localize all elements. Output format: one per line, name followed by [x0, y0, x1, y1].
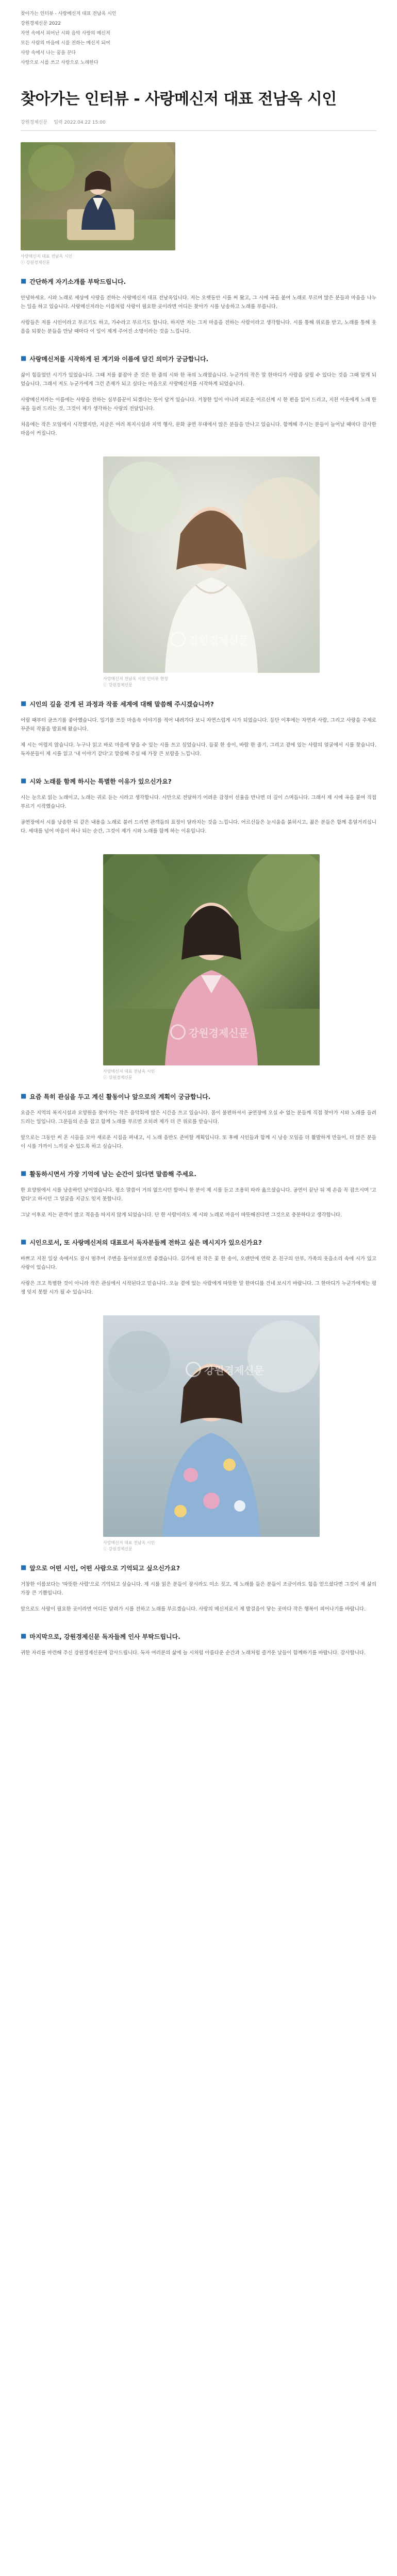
photo-caption: [21, 253, 376, 266]
question-text: 앞으로 어떤 시인, 어떤 사람으로 기억되고 싶으신가요?: [29, 1565, 180, 1572]
photo-watermark: 강원경제신문: [170, 632, 249, 647]
photo-caption: [103, 676, 376, 688]
article-header: [0, 73, 397, 131]
article-title: 찾아가는 인터뷰 - 사랑메신저 대표 전남옥 시인: [21, 90, 337, 108]
question-text: 마지막으로, 강원경제신문 독자들께 인사 부탁드립니다.: [29, 1633, 180, 1640]
interview-question: [21, 1632, 376, 1641]
interview-question: [21, 777, 376, 786]
caption-text: 사랑메신저 대표 전남옥 시인: [21, 254, 73, 259]
caption-credit: ⓒ 강원경제신문: [103, 683, 133, 687]
related-article-link[interactable]: 사랑 속에서 나는 꿈을 꾼다: [21, 50, 76, 56]
portrait-photo-garden: [21, 142, 175, 250]
interview-question: [21, 1564, 376, 1573]
question-bullet-icon: ■: [21, 1092, 27, 1099]
answer-paragraph: 어릴 때부터 글쓰기를 좋아했습니다. 일기를 쓰듯 마음속 이야기를 적어 내려가다 보니 자연스럽게 시가 되었습니다. 등단 이후에는 자연과 사람, 그리고 사랑을 주제로 꾸준히 작품을 발표해 왔습니다.: [21, 718, 376, 732]
interview-question: [21, 700, 376, 709]
question-bullet-icon: ■: [21, 1170, 27, 1177]
caption-credit: ⓒ 강원경제신문: [103, 1075, 133, 1080]
related-article-link[interactable]: 모든 사람의 마음에 시를 전하는 메신저 되어: [21, 41, 110, 46]
answer-paragraph: 거창한 이름보다는 '따뜻한 사람'으로 기억되고 싶습니다. 제 시를 읽은 분들이 잠시라도 미소 짓고, 제 노래를 들은 분들이 조금이라도 힘을 얻으셨다면 그것이 제 삶의 가장 큰 기쁨입니다.: [21, 1582, 376, 1596]
question-bullet-icon: ■: [21, 700, 27, 707]
answer-paragraph: 앞으로는 그동안 써 온 시들을 모아 새로운 시집을 펴내고, 시 노래 음반도 준비할 계획입니다. 또 후배 시인들과 함께 시 낭송 모임을 더 활발하게 만들어, 더 많은 분들이 시를 가까이 느끼실 수 있도록 하고 싶습니다.: [21, 1135, 376, 1149]
interview-question: [21, 1170, 376, 1179]
portrait-photo-floral-blouse: [103, 1315, 320, 1537]
answer-paragraph: 안녕하세요. 시와 노래로 세상에 사랑을 전하는 사랑메신저 대표 전남옥입니다. 저는 오랫동안 시를 써 왔고, 그 시에 곡을 붙여 노래로 부르며 많은 분들과 마음을 나누는 일을 하고 있습니다. 사랑메신저라는 이름처럼 사랑이 필요한 곳이라면 어디든 찾아가 시를 낭송하고 노래를 부릅니다.: [21, 295, 376, 310]
qa-block: [21, 700, 376, 758]
photo-watermark: 강원경제신문: [170, 1024, 249, 1040]
qa-block: [21, 1632, 376, 1657]
answer-paragraph: 요즘은 지역의 복지시설과 요양원을 찾아가는 작은 음악회에 많은 시간을 쓰고 있습니다. 몸이 불편하셔서 공연장에 오실 수 없는 분들께 직접 찾아가 시와 노래를 들려 드리는 일입니다. 그분들의 손을 잡고 함께 노래를 부르면 오히려 제가 더 큰 위로를 받습니다.: [21, 1110, 376, 1125]
interview-question: [21, 1238, 376, 1247]
related-article-link[interactable]: 강원경제신문 2022: [21, 21, 61, 26]
caption-credit: ⓒ 강원경제신문: [103, 1547, 133, 1551]
article-photo[interactable]: [103, 854, 320, 1065]
answer-paragraph: 한 요양원에서 시를 낭송하던 날이었습니다. 평소 말씀이 거의 없으시던 할머니 한 분이 제 시를 듣고 조용히 따라 읊으셨습니다. 공연이 끝난 뒤 제 손을 꼭 잡으시며 '고맙다'고 하시던 그 얼굴을 지금도 잊지 못합니다.: [21, 1188, 376, 1202]
related-article-link[interactable]: 찾아가는 인터뷰 - 사랑메신저 대표 전남옥 시인: [21, 11, 117, 16]
answer-paragraph: 삶이 힘들었던 시기가 있었습니다. 그때 저를 붙잡아 준 것은 한 줄의 시와 한 곡의 노래였습니다. 누군가의 작은 말 한마디가 사람을 살릴 수 있다는 것을 그때 알게 되었습니다. 그래서 저도 누군가에게 그런 존재가 되고 싶다는 마음으로 사랑메신저를 시작하게 되었습니다.: [21, 372, 376, 387]
caption-text: 사랑메신저 전남옥 시인 인터뷰 현장: [103, 676, 169, 681]
article-photo[interactable]: [103, 1315, 320, 1537]
answer-paragraph: 사랑은 크고 특별한 것이 아니라 작은 관심에서 시작된다고 믿습니다. 오늘 곁에 있는 사람에게 따뜻한 말 한마디를 건네 보시기 바랍니다. 그 한마디가 누군가에게는 평생 잊지 못할 시가 될 수 있습니다.: [21, 1281, 376, 1295]
qa-block: [21, 1170, 376, 1219]
interview-question: [21, 1092, 376, 1101]
answer-paragraph: 바쁘고 지친 일상 속에서도 잠시 멈추어 주변을 돌아보셨으면 좋겠습니다. 길가에 핀 작은 꽃 한 송이, 오랜만에 연락 온 친구의 안부, 가족의 웃음소리 속에 시가 있고 사랑이 있습니다.: [21, 1256, 376, 1270]
qa-block: [21, 1564, 376, 1614]
question-text: 시인의 길을 걷게 된 과정과 작품 세계에 대해 말씀해 주시겠습니까?: [29, 701, 214, 708]
question-bullet-icon: ■: [21, 777, 27, 784]
caption-credit: ⓒ 강원경제신문: [21, 260, 50, 265]
qa-block: [21, 1092, 376, 1151]
watermark-logo-icon: [170, 1024, 186, 1040]
photo-caption: [103, 1540, 376, 1552]
caption-text: 사랑메신저 대표 전남옥 시인: [103, 1069, 155, 1074]
related-article-link[interactable]: 자연 속에서 피어난 시와 음악 사랑의 메신저: [21, 31, 110, 36]
question-text: 간단하게 자기소개를 부탁드립니다.: [29, 278, 126, 285]
article-meta: [21, 118, 376, 131]
reporter-name[interactable]: 강원경제신문: [21, 120, 48, 125]
answer-paragraph: 사랑메신저라는 이름에는 사랑을 전하는 심부름꾼이 되겠다는 뜻이 담겨 있습니다. 거창한 일이 아니라 외로운 어르신께 시 한 편을 읽어 드리고, 지친 이웃에게 노래 한 곡을 들려 드리는 것, 그것이 제가 생각하는 사랑의 전달입니다.: [21, 397, 376, 412]
question-text: 시인으로서, 또 사랑메신저의 대표로서 독자분들께 전하고 싶은 메시지가 있으신가요?: [29, 1239, 262, 1246]
photo-caption: [103, 1069, 376, 1081]
article-photo[interactable]: [21, 142, 175, 250]
answer-paragraph: 제 시는 어렵지 않습니다. 누구나 읽고 바로 마음에 닿을 수 있는 시를 쓰고 싶었습니다. 들꽃 한 송이, 바람 한 줄기, 그리고 곁에 있는 사람의 얼굴에서 시를 찾습니다. 독자분들이 제 시를 읽고 '내 이야기 같다'고 말씀해 주실 때 가장 큰 보람을 느낍니다.: [21, 742, 376, 757]
question-bullet-icon: ■: [21, 354, 27, 362]
interview-question: [21, 277, 376, 286]
answer-paragraph: 앞으로도 사랑이 필요한 곳이라면 어디든 달려가 시를 전하고 노래를 부르겠습니다. 사랑의 메신저로서 제 발걸음이 닿는 곳마다 작은 행복이 피어나기를 바랍니다.: [21, 1606, 366, 1612]
question-text: 사랑메신저를 시작하게 된 계기와 이름에 담긴 의미가 궁금합니다.: [29, 355, 209, 363]
question-text: 활동하시면서 가장 기억에 남는 순간이 있다면 말씀해 주세요.: [29, 1171, 196, 1178]
caption-text: 사랑메신저 대표 전남옥 시인: [103, 1540, 155, 1545]
interview-question: [21, 354, 376, 364]
qa-block: [21, 354, 376, 438]
article-photo[interactable]: [103, 456, 320, 673]
question-bullet-icon: ■: [21, 1564, 27, 1571]
answer-paragraph: 사람들은 저를 시인이라고 부르기도 하고, 가수라고 부르기도 합니다. 하지만 저는 그저 마음을 전하는 사람이라고 생각합니다. 시를 통해 위로를 받고, 노래를 통해 웃음을 되찾는 분들을 만날 때마다 이 일이 제게 주어진 소명이라는 것을 느낍니다.: [21, 320, 376, 334]
watermark-logo-icon: [170, 632, 186, 647]
qa-block: [21, 277, 376, 336]
answer-paragraph: 공연장에서 시를 낭송한 뒤 같은 내용을 노래로 불러 드리면 관객들의 표정이 달라지는 것을 느낍니다. 어르신들은 눈시울을 붉히시고, 젊은 분들은 함께 흥얼거리십니다. 세대를 넘어 마음이 하나 되는 순간, 그것이 제가 시와 노래를 함께 하는 이유입니다.: [21, 820, 376, 834]
answer-paragraph: 그날 이후로 저는 관객이 많고 적음을 따지지 않게 되었습니다. 단 한 사람이라도 제 시와 노래로 마음이 따뜻해진다면 그것으로 충분하다고 생각합니다.: [21, 1212, 342, 1218]
photo-watermark: 강원경제신문: [186, 1362, 264, 1377]
question-bullet-icon: ■: [21, 1238, 27, 1245]
answer-paragraph: 처음에는 작은 모임에서 시작했지만, 지금은 여러 복지시설과 지역 행사, 문화 공연 무대에서 많은 분들을 만나고 있습니다. 함께해 주시는 분들이 늘어날 때마다 감사한 마음이 커집니다.: [21, 422, 376, 436]
publish-date: 입력 2022.04.22 15:00: [54, 120, 106, 125]
question-bullet-icon: ■: [21, 1632, 27, 1639]
article-body: [0, 131, 397, 1657]
question-text: 요즘 특히 관심을 두고 계신 활동이나 앞으로의 계획이 궁금합니다.: [29, 1093, 211, 1100]
related-article-list: [0, 0, 397, 73]
answer-paragraph: 귀한 자리를 마련해 주신 강원경제신문에 감사드립니다. 독자 여러분의 삶에 늘 시처럼 아름다운 순간과 노래처럼 즐거운 날들이 함께하기를 바랍니다. 감사합니다.: [21, 1650, 366, 1656]
related-article-link[interactable]: 사랑으로 시를 쓰고 사랑으로 노래한다: [21, 60, 98, 65]
question-bullet-icon: ■: [21, 277, 27, 284]
question-text: 시와 노래를 함께 하시는 특별한 이유가 있으신가요?: [29, 778, 172, 785]
answer-paragraph: 시는 눈으로 읽는 노래이고, 노래는 귀로 듣는 시라고 생각합니다. 시만으로 전달하기 어려운 감정이 선율을 만나면 더 깊이 스며듭니다. 그래서 제 시에 곡을 붙여 직접 부르기 시작했습니다.: [21, 795, 376, 809]
watermark-logo-icon: [186, 1362, 201, 1377]
qa-block: [21, 777, 376, 836]
qa-block: [21, 1238, 376, 1297]
